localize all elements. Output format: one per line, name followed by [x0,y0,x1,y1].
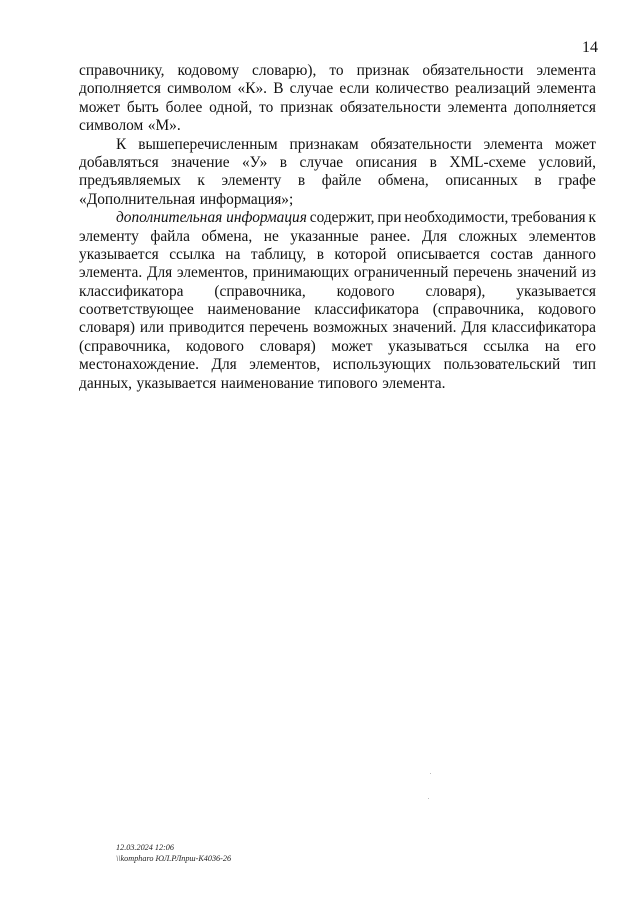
word: описывается [396,245,480,263]
word: к [588,209,596,227]
text-line [79,191,596,209]
word: «У» [241,153,268,171]
word: символом [79,117,144,135]
word: в [279,153,288,171]
word: обязательности [339,98,441,116]
word: элементу [221,172,282,190]
word: на [544,337,560,355]
word: элемента. [79,264,143,282]
stamp-reference: \\kompharo ЮЛ.РЛпрш-К4036-26 [116,853,232,863]
word: «М». [147,117,181,135]
word: (справочника, [79,337,171,355]
word: обязательности [422,62,524,79]
word: указывается [136,374,217,392]
word: графе [558,172,596,190]
word: перечень [453,264,513,282]
text-line [79,62,596,80]
word: к [197,172,205,190]
text-line [79,80,596,98]
word: значений. [392,319,457,337]
word: обмена, [377,172,429,190]
word: «К». [237,80,268,98]
word: элементов [528,227,596,245]
word: в [429,153,437,171]
word: элемента [483,135,543,153]
word: более [165,98,203,116]
word: кодового [186,337,244,355]
text-line [79,117,596,135]
page-number: 14 [582,39,598,56]
word: XML-схеме [449,153,526,171]
text-line [79,246,596,264]
word: файле [321,172,362,190]
word: файла [150,227,190,245]
text-line [79,228,596,246]
word: может [554,135,596,153]
word: из [581,264,596,282]
word: возможных [313,319,388,337]
word: элемента [536,62,596,79]
word: перечень [249,319,309,337]
word: кодового [537,301,596,319]
word: то [259,98,274,116]
word: элементов, [249,356,321,374]
text-line [79,209,596,227]
scan-speck [428,798,429,799]
word: обмена, [201,227,253,245]
paragraph [79,209,596,393]
word: классификатора [79,282,184,300]
word: признак [280,98,333,116]
text-line [79,136,596,154]
word: может [79,98,121,116]
word: элементов, [177,264,248,282]
word: Для [461,319,487,337]
document-stamp [116,843,231,864]
word: в [316,245,324,263]
word: или [139,319,165,337]
word: пользовательский [443,356,561,374]
word: количество [375,80,449,98]
word: обязательности [370,135,472,153]
word: содержит, [309,209,375,227]
paragraph [79,62,596,136]
word: указываться [388,337,468,355]
word: случае [299,153,344,171]
word: требования [511,209,586,227]
word: то [329,62,344,79]
word: символом [167,80,232,98]
word: одной, [209,98,253,116]
word: элементу [79,227,139,245]
text-line [79,283,596,301]
word: данных, [79,374,133,392]
word: справочнику, [79,62,165,79]
word: Для [211,356,237,374]
word: элемента [536,80,596,98]
word: классификатора [491,319,596,337]
word: таблицу, [250,245,307,263]
word: может [331,337,373,355]
word: «Дополнительная [79,190,196,208]
text-line [79,338,596,356]
word: Для [421,227,448,245]
word: не [263,227,279,245]
word: элемента. [382,374,446,392]
word: его [575,337,596,355]
word: признак [356,62,410,79]
word: случае [289,80,334,98]
word: указывается [516,282,596,300]
word: значений [517,264,577,282]
word: ранее. [370,227,411,245]
word: признакам [289,135,359,153]
word: предъявляемых [79,172,181,190]
word: информация»; [199,190,294,208]
word: приводится [168,319,245,337]
word: данного [543,245,596,263]
word: при [377,209,402,227]
word: дополняется [514,98,596,116]
text-line [79,264,596,282]
word: словарю), [252,62,317,79]
text-line [79,356,596,374]
word: которой [334,245,387,263]
scan-speck [430,773,431,774]
word: описания [355,153,418,171]
word: ссылка [483,337,529,355]
word: ограниченный [353,264,449,282]
word: быть [126,98,159,116]
word: на [225,245,241,263]
word: в [297,172,306,190]
word: сложных [458,227,518,245]
word: необходимости, [404,209,509,227]
word: элемента [447,98,508,116]
word: принимающих [252,264,350,282]
word: указывается [79,245,159,263]
word: местонахождение. [79,356,199,374]
word: классификатора [314,301,419,319]
word: наименование [220,374,314,392]
word: дополняется [79,80,161,98]
word: (справочника, [432,301,525,319]
word: словаря) [79,319,136,337]
word: если [339,80,370,98]
word: типового [318,374,378,392]
word: вышеперечисленным [138,135,278,153]
word: использующих [332,356,432,374]
word: ссылка [169,245,215,263]
text-line [79,301,596,319]
word: добавляться [79,153,159,171]
text-line [79,99,596,117]
word: словаря), [425,282,486,300]
word: указанные [290,227,359,245]
word: К [116,135,127,153]
word: В [273,80,284,98]
word: состав [490,245,533,263]
word: наименование [207,301,301,319]
document-body [79,62,596,393]
word: описанных [445,172,518,190]
word: в [534,172,542,190]
defined-term: дополнительная информация [116,209,307,227]
word: соответствующее [79,301,194,319]
word: словаря) [259,337,316,355]
stamp-timestamp: 12.03.2024 12:06 [116,843,174,852]
word: кодовому [177,62,240,79]
text-line [79,172,596,190]
text-line [79,375,596,393]
text-line [79,154,596,172]
paragraph [79,136,596,210]
word: Для [147,264,173,282]
word: (справочника, [214,282,306,300]
word: тип [572,356,596,374]
word: реализаций [455,80,531,98]
word: кодового [336,282,395,300]
word: условий, [538,153,596,171]
word: значение [171,153,230,171]
text-line [79,319,596,337]
